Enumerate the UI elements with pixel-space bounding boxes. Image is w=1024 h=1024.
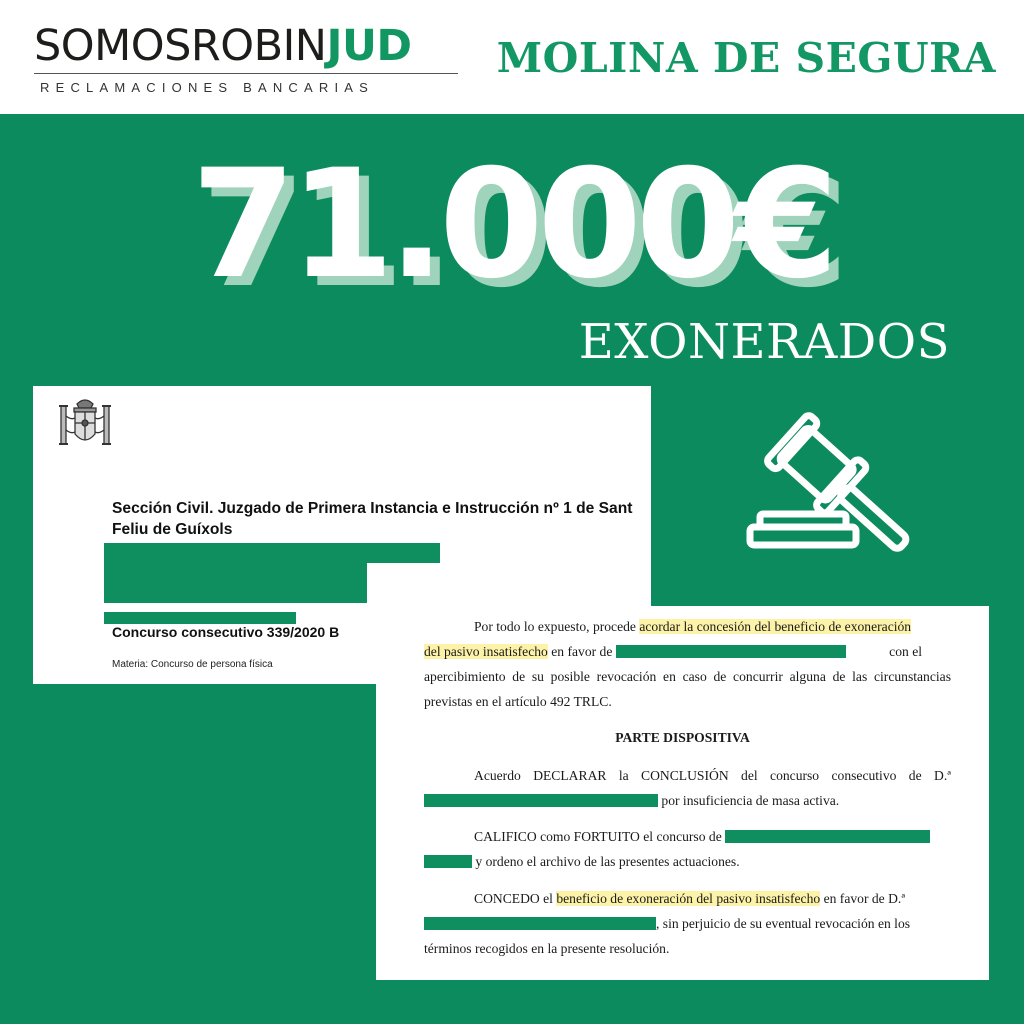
text-line xyxy=(424,788,951,813)
brand-logo xyxy=(34,22,458,102)
case-number: Concurso consecutivo 339/2020 B xyxy=(112,624,340,640)
text-span: con el xyxy=(885,644,923,659)
court-name: Sección Civil. Juzgado de Primera Instancia e Instrucción nº 1 de Sant Feliu de Guíxols xyxy=(112,500,633,538)
redaction-bar xyxy=(104,543,440,563)
spanish-coat-of-arms-icon xyxy=(55,394,115,458)
headline-amount: 71.000€ xyxy=(191,138,833,312)
highlighted-text: beneficio de exoneración del pasivo insatisfecho xyxy=(556,891,821,906)
redaction-bar xyxy=(104,563,367,603)
court-ruling-excerpt xyxy=(376,606,989,980)
brand-name xyxy=(34,22,412,70)
text-span: en favor de xyxy=(547,644,616,659)
text-line: previstas en el artículo 492 TRLC. xyxy=(424,694,612,709)
gavel-icon xyxy=(736,400,926,560)
location-title: MOLINA DE SEGURA xyxy=(496,34,996,82)
brand-tagline: RECLAMACIONES BANCARIAS xyxy=(40,80,375,95)
text-line xyxy=(424,911,951,936)
text-span: en favor de D.ª xyxy=(820,891,906,906)
header-bar xyxy=(0,0,1024,114)
redaction-bar xyxy=(725,830,930,843)
headline-subtitle: EXONERADOS xyxy=(578,314,950,370)
text-line xyxy=(424,614,951,639)
text-line: términos recogidos en la presente resolución. xyxy=(424,941,670,956)
text-span: CONCEDO el xyxy=(474,891,557,906)
text-span: Por todo lo expuesto, procede xyxy=(474,619,640,634)
highlighted-text: acordar la concesión del beneficio de exoneración xyxy=(639,619,912,634)
text-line xyxy=(424,849,951,874)
text-span: y ordeno el archivo de las presentes actuaciones. xyxy=(472,854,740,869)
redaction-bar xyxy=(104,612,296,624)
text-span: , sin perjuicio de su eventual revocación en los xyxy=(656,916,911,931)
redaction-bar xyxy=(616,645,846,658)
text-line xyxy=(424,824,951,849)
redaction-bar xyxy=(424,917,656,930)
redaction-bar xyxy=(424,794,658,807)
brand-divider xyxy=(34,73,458,74)
redaction-bar xyxy=(424,855,472,868)
text-line xyxy=(424,886,951,911)
section-heading: PARTE DISPOSITIVA xyxy=(615,730,750,745)
brand-name-part1: SOMOSROBIN xyxy=(34,21,327,71)
text-line: apercibimiento de su posible revocación en caso de concurrir alguna de las circunstancias xyxy=(424,669,951,684)
case-matter: Materia: Concurso de persona física xyxy=(112,659,273,670)
brand-name-part2: JUD xyxy=(326,21,412,71)
highlighted-text: del pasivo insatisfecho xyxy=(424,644,548,659)
text-span: por insuficiencia de masa activa. xyxy=(658,793,840,808)
text-line: Acuerdo DECLARAR la CONCLUSIÓN del concurso consecutivo de D.ª xyxy=(474,768,951,783)
text-line xyxy=(424,639,951,664)
text-span: CALIFICO como FORTUITO el concurso de xyxy=(474,829,726,844)
